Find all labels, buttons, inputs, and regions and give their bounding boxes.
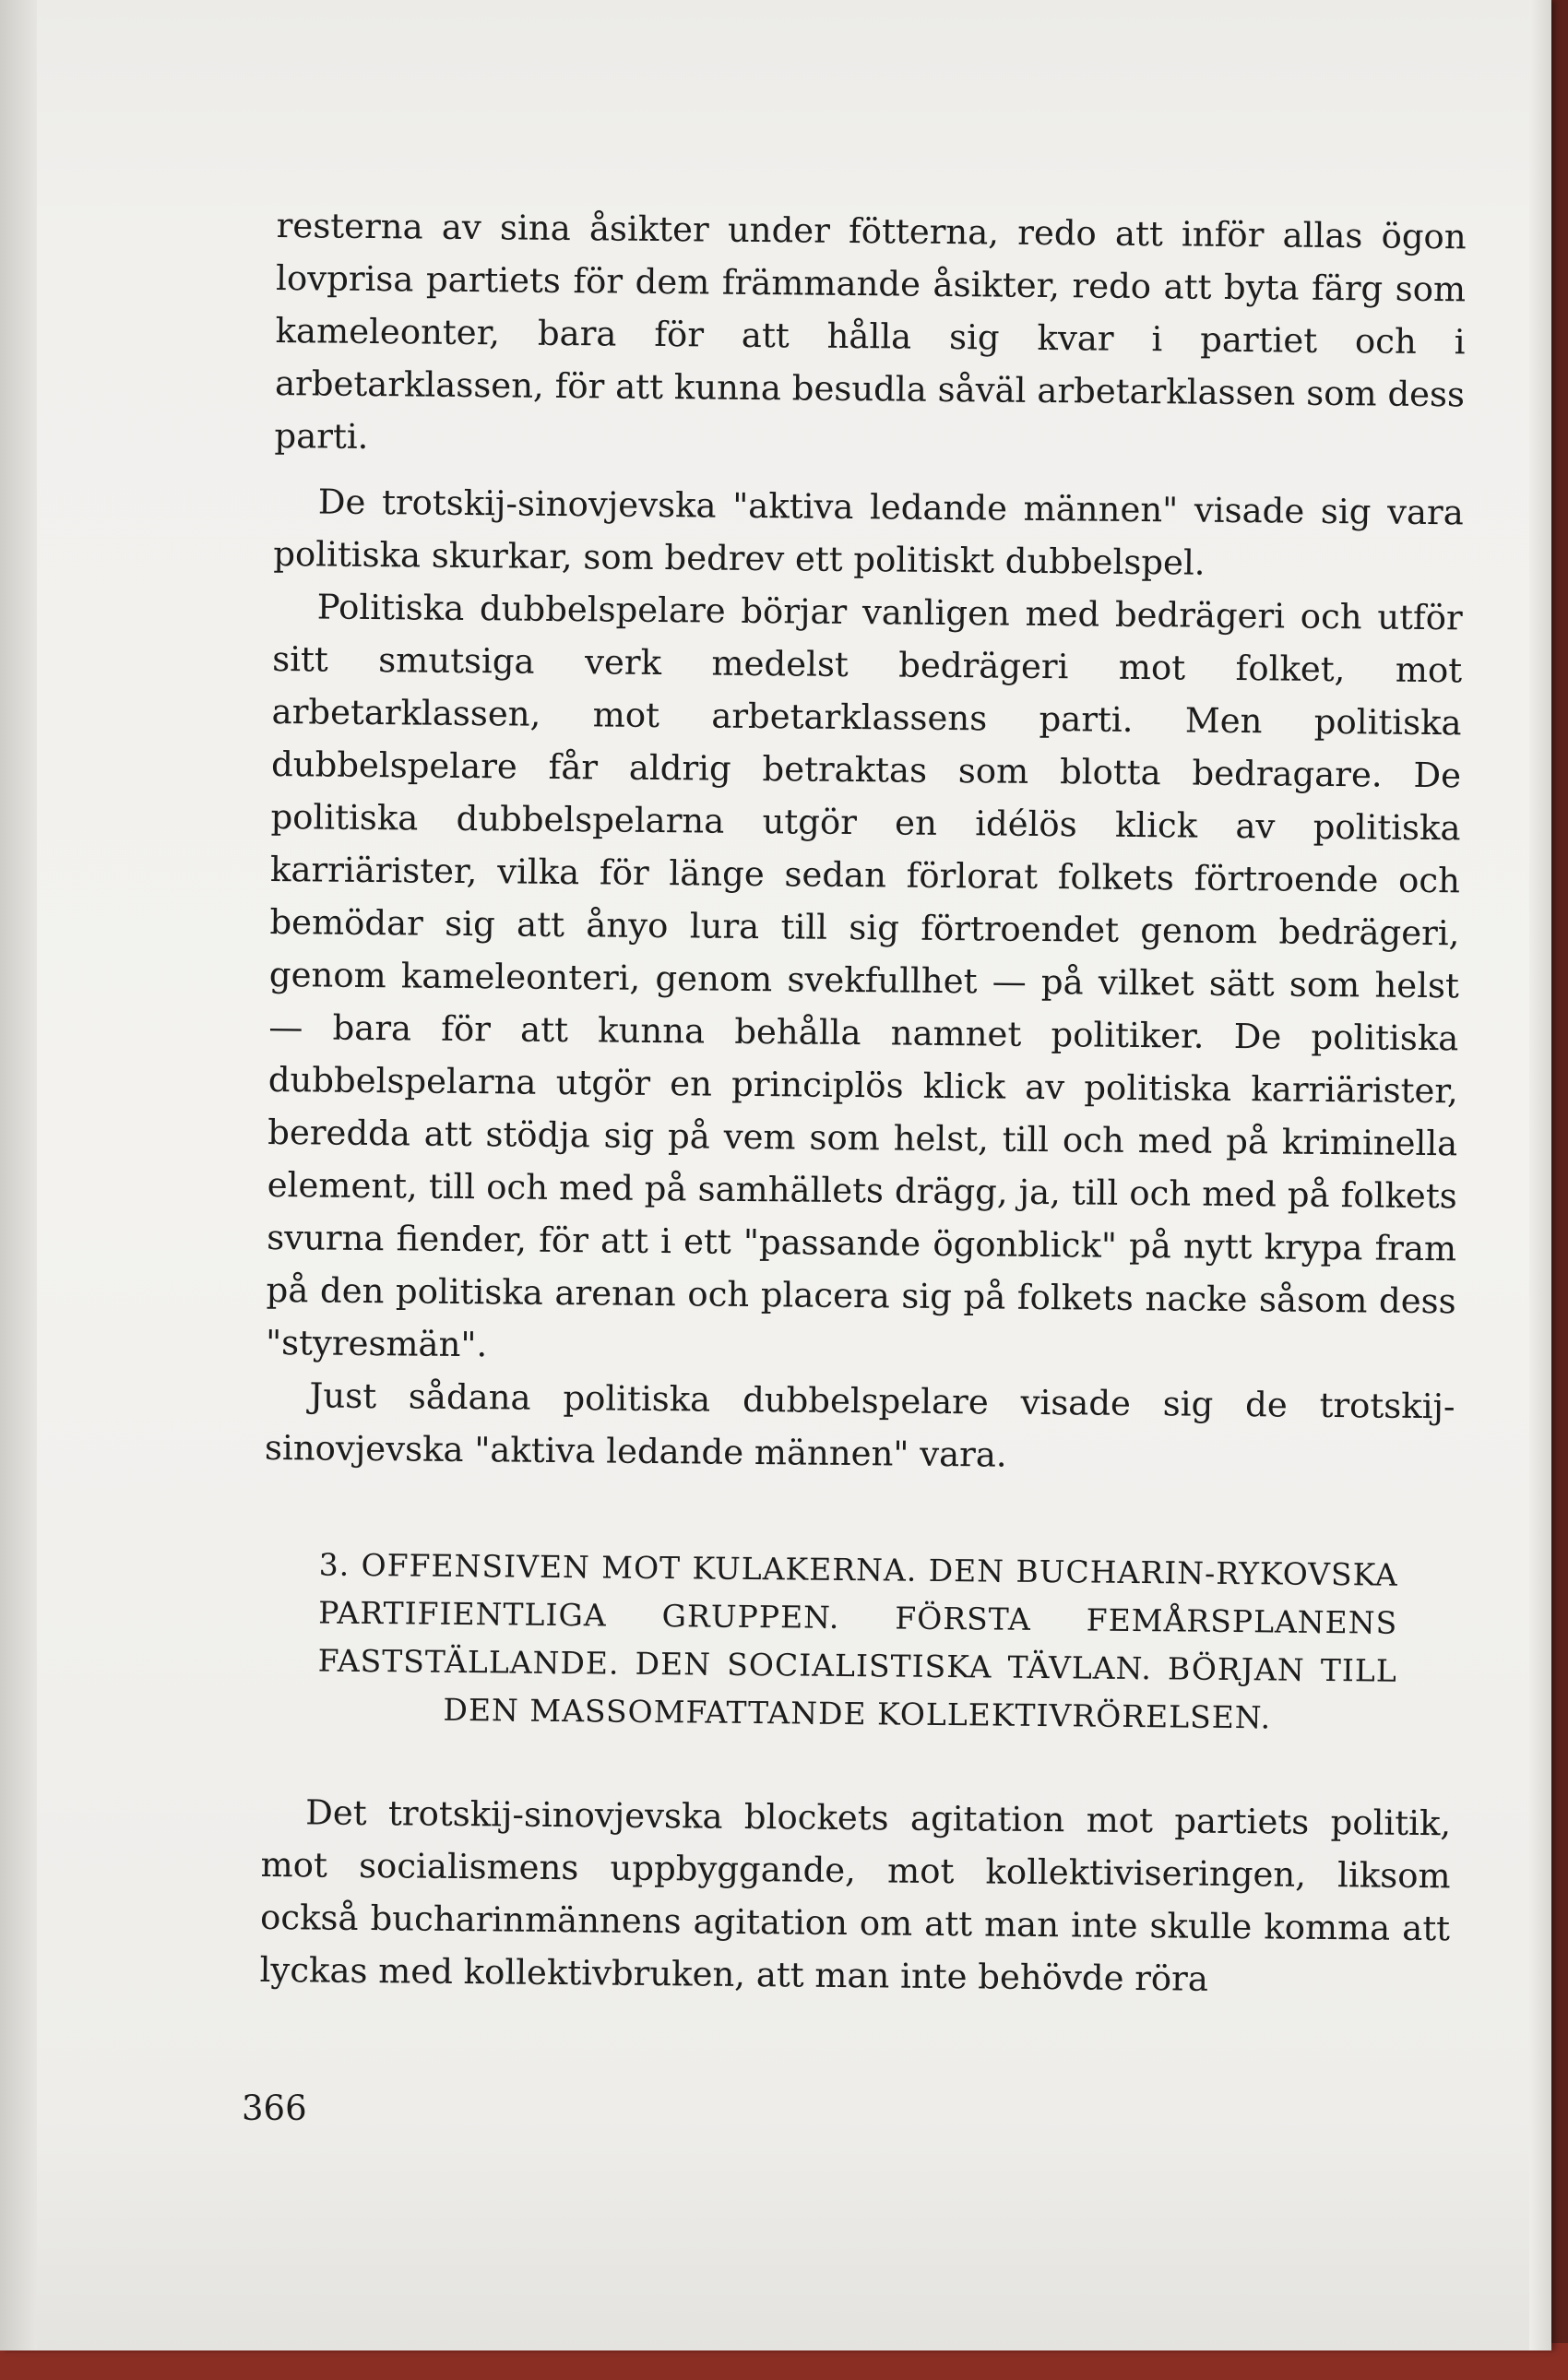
paragraph-section-start: Det trotskij-sinovjevska blockets agitation mot partiets politik, mot socialismens uppbyggande, mot kollektiviseringen, liksom också bucharinmännens agitation om att man inte skulle komma att lyckas med kollektivbruken, att man inte behövde röra: [259, 1792, 1452, 1999]
page-text: [259, 199, 1467, 2007]
paragraph-continued: resterna av sina åsikter under fötterna, redo att inför allas ögon lovprisa partiets för dem främmande åsikter, redo att byta färg som kameleonter, bara för att hålla sig kvar i partiet och i arbetarklassen, för att kunna besudla såväl arbetarklassen som dess parti.: [274, 205, 1467, 457]
page-number: 366: [242, 2088, 307, 2128]
paragraph-political-double-dealers: Politiska dubbelspelare börjar vanligen med bedrägeri och utför sitt smutsiga verk medelst bedrägeri mot folket, mot arbetarklassen, mot arbetarklassens parti. Men politiska dubbelspelare får aldrig betraktas som blotta bedragare. De politiska dubbelspelarna utgör en idélös klick av politiska karriärister, vilka för länge sedan förlorat folkets förtroende och bemödar sig att ånyo lura till sig förtroendet genom bedrägeri, genom kameleonteri, genom svekfullhet — på vilket sätt som helst — bara för att kunna behålla namnet politiker. De politiska dubbelspelarna utgör en principlös klick av politiska karriärister, beredda att stödja sig på vem som helst, till och med på kriminella element, till och med på samhällets drägg, ja, till och med på folkets svurna fiender, för att i ett "passande ögonblick" på nytt krypa fram på den politiska arenan och placera sig på folkets nacke såsom dess "styresmän".: [265, 587, 1463, 1365]
paragraph-double-dealing: De trotskij-sinovjevska "aktiva ledande männen" visade sig vara politiska skurkar, som bedrev ett politiskt dubbelspel.: [273, 482, 1465, 583]
section-heading: 3. OFFENSIVEN MOT KULAKERNA. DEN BUCHARIN-RYKOVSKA PARTIFIENTLIGA GRUPPEN. FÖRSTA FEMÅRSPLANENS FASTSTÄLLANDE. DEN SOCIALISTISKA TÄVLAN. BÖRJAN TILL DEN MASSOMFATTANDE KOLLEKTIVRÖRELSEN.: [317, 1546, 1398, 1736]
paragraph-conclusion: Just sådana politiska dubbelspelare visade sig de trotskij-sinovjevska "aktiva ledande männen" vara.: [264, 1375, 1455, 1475]
